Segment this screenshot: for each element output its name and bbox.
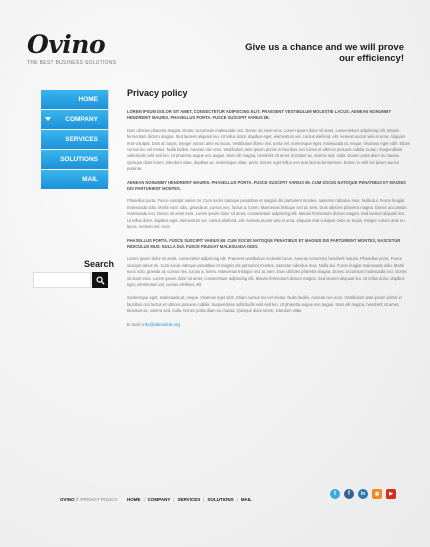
paragraph: Lorem ipsum dolor sit amet, consectetur adipiscing elit. Praesent vestibulum molestie lacus. Aenean nonummy hendrerit mauris. Phasellus porta. Fusce suscipit varius mi. Cum sociis natoque penatibus et magnis dis parturient montes, nascetur ridiculus mus. Nulla dui. Fusce feugiat malesuada odio. Morbi nunc odio, gravida at, cursus nec, luctus a, lorem. Maecenas tristique orci ac sem. Duis ultricies pharetra magna. Donec accumsan malesuada orci. Donec sit amet eros. Lorem ipsum dolor sit amet, consectetuer adipiscing elit. Mauris fermentum dictum magna. Sed laoreet aliquam leo. Ut tellus dolor, dapibus eget, elementum vel, cursus eleifend, elit.	[127, 256, 408, 287]
social-links	[330, 489, 396, 499]
header-slogan: Give us a chance and we will prove our efficiency!	[245, 42, 404, 64]
paragraph: Phasellus porta. Fusce suscipit varius mi. Cum sociis natoque penatibus et magnis dis parturient montes, nascetur ridiculus mus. Nulla dui. Fusce feugiat malesuada odio. Morbi nunc odio, gravida at, cursus nec, luctus a, lorem. Maecenas tristique orci ac sem. Duis ultricies pharetra magna. Donec accumsan malesuada orci. Donec sit amet eros. Lorem ipsum dolor sit amet, consectetuer adipiscing elit. Mauris fermentum dictum magna. Sed laoreet aliquam leo. Ut tellus dolor, dapibus eget, elementum vel, cursus eleifend, elit. Aenean auctor wisi et urna. Aliquam erat volutpat. Duis ac turpis. Integer rutrum ante eu lacus. Aenean nec eros.	[127, 198, 407, 230]
footer-brand-name: OVINO	[60, 497, 75, 502]
separator: |	[143, 497, 145, 502]
privacy-policy-link[interactable]: © PRIVACY POLICY	[75, 497, 118, 502]
rss-icon[interactable]: ◉	[372, 489, 382, 499]
paragraph-bold: AENEAN NONUMMY HENDRERIT MAURIS. PHASELLUS PORTA. FUSCE SUSCIPIT VARIUS MI. CUM SOCIIS NATOQUE PENATIBUS ET MAGNIS DIS PARTURIENT MONTES.	[127, 179, 406, 192]
search-icon	[96, 276, 105, 285]
footer	[0, 489, 430, 519]
nav-item-label: MAIL	[82, 176, 98, 183]
search-button[interactable]	[92, 272, 108, 288]
search-input[interactable]	[33, 272, 91, 288]
logo[interactable]	[27, 32, 116, 66]
email-link[interactable]: info@demolink.org	[142, 321, 180, 327]
nav-item-solutions[interactable]	[41, 150, 108, 169]
footer-link-home[interactable]: HOME	[127, 497, 141, 502]
twitter-icon[interactable]: t	[330, 489, 340, 499]
youtube-icon[interactable]: ▶	[386, 489, 396, 499]
footer-copyright	[60, 497, 117, 502]
separator: |	[173, 497, 175, 502]
facebook-icon[interactable]: f	[344, 489, 354, 499]
nav-item-label: SERVICES	[65, 136, 98, 143]
main-content	[127, 88, 410, 327]
logo-name: Ovino	[27, 30, 106, 59]
main-nav	[41, 90, 108, 190]
linkedin-icon[interactable]: in	[358, 489, 368, 499]
footer-link-mail[interactable]: MAIL	[240, 497, 252, 502]
separator: |	[203, 497, 205, 502]
nav-item-label: HOME	[78, 96, 98, 103]
nav-item-home[interactable]	[41, 90, 108, 109]
logo-tagline: THE BEST BUSINESS SOLUTIONS	[27, 60, 117, 66]
page-title: Privacy policy	[127, 88, 188, 98]
paragraph: Scelerisque eget, malesuada at, neque. Vivamus eget nibh. Etiam cursus leo vel metus. Nulla facilisi. Aenean nec eros. Vestibulum ante ipsum primis in faucibus orci luctus et ultrices posuere cubilia. Suspendisse sollicitudin velit sed leo. Ut pharetra augue nec augue. Nam elit magna, hendrerit sit amet, tincidunt ac, viverra sed, nulla. Donec porta diam eu massa. Quisque diam lorem, interdum vitae.	[127, 295, 402, 314]
search-title: Search	[84, 259, 115, 269]
nav-item-mail[interactable]	[41, 170, 108, 189]
nav-item-services[interactable]	[41, 130, 108, 149]
footer-link-services[interactable]: SERVICES	[177, 497, 201, 502]
nav-item-company[interactable]	[41, 110, 108, 129]
paragraph-bold: PHASELLUS PORTA. FUSCE SUSCIPIT VARIUS MI. CUM SOCIIS NATOQUE PENATIBUS ET MAGNIS DIS PARTURIENT MONTES, NASCETUR RIDICULUS MUS. NULLA DUI. FUSCE FEUGIAT MALESUADA ODIO.	[127, 237, 401, 249]
email-line	[127, 322, 410, 327]
nav-item-label: SOLUTIONS	[60, 156, 98, 163]
footer-nav	[127, 497, 252, 502]
paragraph-bold: LOREM IPSUM DOLOR SIT AMET, CONSECTETUR ADIPISCING ELIT. PRAESENT VESTIBULUM MOLESTIE LACUS. AENEAN NONUMMY HENDRERIT MAURIS. PHASELLUS PORTA. FUSCE SUSCIPIT VARIUS MI.	[127, 109, 391, 121]
email-label: E-mail:	[127, 321, 142, 327]
separator: |	[236, 497, 238, 502]
footer-link-solutions[interactable]: SOLUTIONS	[207, 497, 234, 502]
footer-link-company[interactable]: COMPANY	[147, 497, 171, 502]
chevron-down-icon	[45, 117, 51, 121]
nav-divider	[108, 90, 109, 185]
paragraph: Duis ultricies pharetra magna. Donec accumsan malesuada orci. Donec sit amet eros. Lorem ipsum dolor sit amet, consectetuer adipiscing elit. Mauris fermentum dictum magna. Sed laoreet aliquam leo. Ut tellus dolor, dapibus eget, elementum vel, cursus eleifend, elit. Aenean auctor wisi et urna. Aliquam erat volutpat. Duis ac turpis. Integer rutrum ante eu lacus. Vestibulum libero nisl, porta vel, scelerisque eget, malesuada at, neque. Vivamus eget nibh. Etiam cursus leo vel metus. Nulla facilisi. Aenean nec eros. Vestibulum ante ipsum primis in faucibus orci luctus et ultrices posuere cubilia Curae; Suspendisse sollicitudin velit sed leo. Ut pharetra augue nec augue. Nam elit magna, hendrerit sit amet, tincidunt ac, viverra sed, nulla. Donec porta diam eu massa. Quisque diam lorem, interdum vitae, dapibus ac, scelerisque vitae, pede. Donec eget tellus non erat lacinia fermentum. Donec in velit vel ipsum auctor pulvinar.	[127, 127, 410, 172]
nav-item-label: COMPANY	[65, 116, 98, 123]
